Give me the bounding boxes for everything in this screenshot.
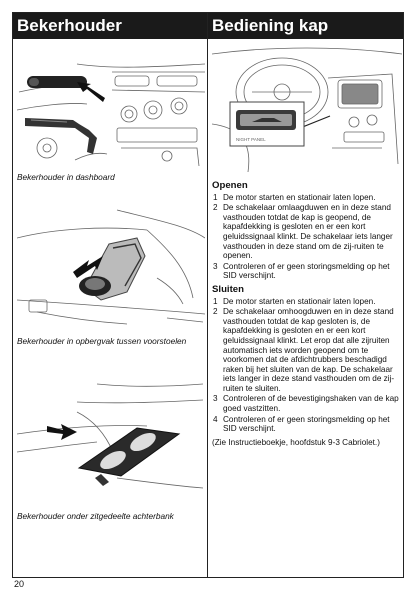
roof-control-illustration xyxy=(212,44,402,172)
page-number: 20 xyxy=(14,579,25,589)
figure-dashboard-cupholder xyxy=(17,62,205,166)
rearseat-illustration xyxy=(17,382,205,492)
figure-console-cupholder xyxy=(17,208,205,326)
open-steps-list xyxy=(212,193,400,281)
close-steps-list xyxy=(212,297,400,434)
reference-note: (Zie Instructieboekje, hoofdstuk 9-3 Cabriolet.) xyxy=(212,437,380,447)
list-item: 1 De motor starten en stationair laten lopen. xyxy=(213,296,376,306)
title-bekerhouder: Bekerhouder xyxy=(13,13,207,39)
caption-console: Bekerhouder in opbergvak tussen voorstoelen xyxy=(17,336,187,346)
list-item: 1 De motor starten en stationair laten lopen. xyxy=(213,192,376,202)
caption-dashboard: Bekerhouder in dashboard xyxy=(17,172,115,182)
heading-openen: Openen xyxy=(212,180,248,191)
column-divider xyxy=(207,12,208,578)
instructions-column xyxy=(212,181,400,447)
night-panel-label: NIGHT PANEL xyxy=(236,137,266,142)
caption-rearseat: Bekerhouder onder zitgedeelte achterbank xyxy=(17,511,174,521)
list-item: 2 De schakelaar omhoogduwen en in deze stand vasthouden totdat de kap gesloten is, de kapafdekking is gesloten en er een kort geluidssignaal klinkt. Let erop dat alle zijruiten automatisch iets worden geopend om te voorkomen dat de afdichtrubbers beschadigd raken bij het sluiten van de kap. De schakelaar iets langer in deze stand vasthouden om de zij-ruiten te sluiten. xyxy=(213,307,395,393)
dashboard-illustration xyxy=(17,62,205,166)
list-item: 3 Controleren of er geen storingsmelding op het SID verschijnt. xyxy=(213,261,390,281)
list-item: 3 Controleren of de bevestigingshaken van de kap goed vastzitten. xyxy=(213,394,399,414)
console-illustration xyxy=(17,208,205,326)
title-bediening-kap: Bediening kap xyxy=(208,13,403,39)
list-item: 4 Controleren of er geen storingsmelding op het SID verschijnt. xyxy=(213,414,390,434)
figure-rearseat-cupholder xyxy=(17,382,205,492)
figure-roof-control xyxy=(212,44,402,172)
list-item: 2 De schakelaar omlaagduwen en in deze stand vasthouden totdat de kap is geopend, de kapafdekking is gesloten en er een kort geluidssignaal klinkt. De schakelaar iets langer vasthouden in deze stand om de zij-ruiten te openen. xyxy=(213,203,393,261)
heading-sluiten: Sluiten xyxy=(212,283,244,295)
